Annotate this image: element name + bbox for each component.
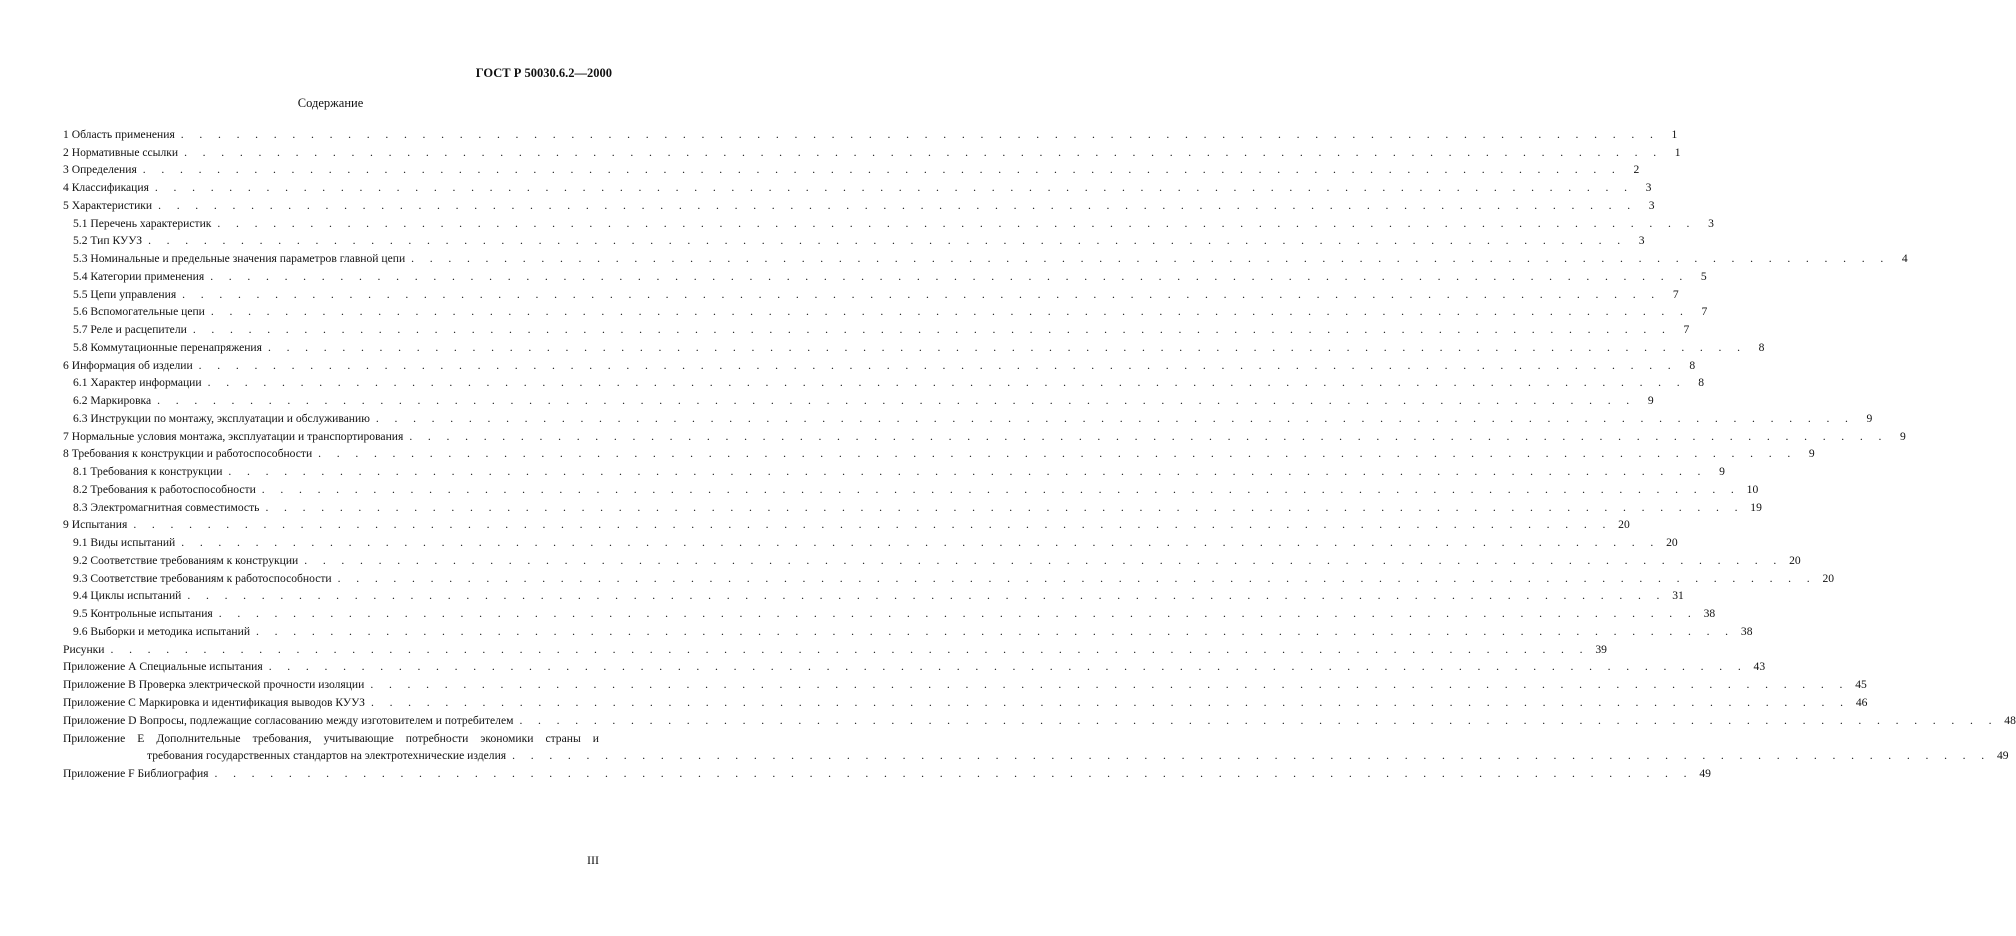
toc-entry [63,568,1835,586]
toc-entry [63,426,1906,444]
dot-leader: . . . . . . . . . . . . . . . . . . . . . . . . . . . . . . . . . . . . . . . . . . . . . . . . . . . . . . . . . . . . . . . . . . . . . . . . . . . . . . . . [210,269,1689,283]
toc-entry [63,337,1765,355]
toc-entry-label: Приложение В Проверка электрической прочности изоляции [63,678,365,691]
toc-entry-page: 20 [1789,553,1801,567]
toc-entry [63,621,1753,639]
toc-entry-page: 46 [1855,695,1868,709]
toc-entry-label: 4 Классификация [63,181,149,194]
toc-entry [63,213,1714,231]
toc-entry [63,550,1801,568]
toc-entry-page: 10 [1746,482,1759,496]
standard-code: ГОСТ Р 50030.6.2—2000 [475,66,612,80]
dot-leader: . . . . . . . . . . . . . . . . . . . . . . . . . . . . . . . . . . . . . . . . . . . . . . . . . . . . . . . . . . . . . . . . . . . . . . . . . . . . . . . . [411,252,1890,265]
toc-entry [63,390,1654,408]
toc-entry-label: 5.7 Реле и расцепители [73,323,187,336]
toc-entry-page: 39 [1595,642,1607,656]
toc-entry-label: 5.2 Тип КУУЗ [73,234,143,248]
toc-entry [63,231,1645,249]
dot-leader: . . . . . . . . . . . . . . . . . . . . . . . . . . . . . . . . . . . . . . . . . . . . . . . . . . . . . . . . . . . . . . . . . . . . . . . . . . . . . . . . [181,536,1660,549]
toc-entry-page: 9 [1866,411,1873,425]
dot-leader: . . . . . . . . . . . . . . . . . . . . . . . . . . . . . . . . . . . . . . . . . . . . . . . . . . . . . . . . . . . . . . . . . . . . . . . . . . . . . . . . [158,198,1637,212]
toc-entry-label: Приложение С Маркировка и идентификация выводов КУУЗ [63,695,365,709]
dot-leader: . . . . . . . . . . . . . . . . . . . . . . . . . . . . . . . . . . . . . . . . . . . . . . . . . . . . . . . . . . . . . . . . . . . . . . . . . . . . . . . . [337,571,1817,585]
dot-leader: . . . . . . . . . . . . . . . . . . . . . . . . . . . . . . . . . . . . . . . . . . . . . . . . . . . . . . . . . . . . . . . . . . . . . . . . . . . . . . . . [256,624,1735,638]
toc-title: Содержание [297,96,364,110]
toc-entry-page: 20 [1822,571,1835,585]
toc-entry-label: 5.6 Вспомогательные цепи [73,305,205,319]
dot-leader: . . . . . . . . . . . . . . . . . . . . . . . . . . . . . . . . . . . . . . . . . . . . . . . . . . . . . . . . . . . . . . . . . . . . . . . . . . . . . . . . [370,695,1850,709]
dot-leader: . . . . . . . . . . . . . . . . . . . . . . . . . . . . . . . . . . . . . . . . . . . . . . . . . . . . . . . . . . . . . . . . . . . . . . . . . . . . . . . . [154,181,1634,194]
toc-entry-label: требования государственных стандартов на электротехнические изделия [147,749,507,762]
toc-entry-label: 9.6 Выборки и методика испытаний [73,624,251,638]
dot-leader: . . . . . . . . . . . . . . . . . . . . . . . . . . . . . . . . . . . . . . . . . . . . . . . . . . . . . . . . . . . . . . . . . . . . . . . . . . . . . . . . [187,589,1666,603]
toc-entry-page: 7 [1683,323,1690,336]
toc-entry [63,461,1725,479]
toc-entry-page: 9 [1899,429,1906,443]
toc-entry-page: 19 [1750,500,1762,514]
dot-leader: . . . . . . . . . . . . . . . . . . . . . . . . . . . . . . . . . . . . . . . . . . . . . . . . . . . . . . . . . . . . . . . . . . . . . . . . . . . . . . . . [218,607,1698,620]
toc-entry [63,515,1630,533]
toc-entry-label: 5 Характеристики [63,198,153,212]
dot-leader: . . . . . . . . . . . . . . . . . . . . . . . . . . . . . . . . . . . . . . . . . . . . . . . . . . . . . . . . . . . . . . . . . . . . . . . . . . . . . . . . [148,234,1627,248]
dot-leader: . . . . . . . . . . . . . . . . . . . . . . . . . . . . . . . . . . . . . . . . . . . . . . . . . . . . . . . . . . . . . . . . . . . . . . . . . . . . . . . . [304,553,1783,567]
toc-entry-label: Приложение Е Дополнительные требования, учитывающие потребности экономики страны и [63,732,599,746]
toc-entry-label: 5.3 Номинальные и предельные значения параметров главной цепи [73,252,406,265]
toc-entry-label: 8 Требования к конструкции и работоспособности [63,447,313,461]
toc-entry [63,177,1652,195]
toc-entry-page: 9 [1808,447,1815,461]
toc-entry [63,248,1908,266]
toc-entry-label: 3 Определения [63,163,137,177]
toc-entry-label: 5.4 Категории применения [73,269,205,283]
toc-entry [63,710,2016,728]
page-number: III [587,853,599,867]
toc-entry-label: 6.2 Маркировка [73,394,152,407]
toc-entry-page: 7 [1672,287,1679,301]
toc-entry [63,355,1696,373]
toc-entry [63,319,1690,337]
toc-entry-page: 43 [1753,660,1766,674]
toc-entry-page: 48 [2004,713,2016,727]
dot-leader: . . . . . . . . . . . . . . . . . . . . . . . . . . . . . . . . . . . . . . . . . . . . . . . . . . . . . . . . . . . . . . . . . . . . . . . . . . . . . . . . [268,660,1748,674]
toc-entry-label: 2 Нормативные ссылки [63,145,179,159]
toc-entry [63,603,1716,621]
toc-entry-page: 3 [1645,181,1652,194]
toc-entry-label: 9.1 Виды испытаний [73,536,176,549]
dot-leader: . . . . . . . . . . . . . . . . . . . . . . . . . . . . . . . . . . . . . . . . . . . . . . . . . . . . . . . . . . . . . . . . . . . . . . . . . . . . . . . . [228,465,1707,478]
toc-entry-label: 7 Нормальные условия монтажа, эксплуатации и транспортирования [63,429,404,443]
toc-entry-page: 49 [1996,749,2009,762]
dot-leader: . . . . . . . . . . . . . . . . . . . . . . . . . . . . . . . . . . . . . . . . . . . . . . . . . . . . . . . . . . . . . . . . . . . . . . . . . . . . . . . . [217,216,1696,230]
toc-entry-page: 45 [1855,678,1867,691]
dot-leader: . . . . . . . . . . . . . . . . . . . . . . . . . . . . . . . . . . . . . . . . . . . . . . . . . . . . . . . . . . . . . . . . . . . . . . . . . . . . . . . . [182,287,1661,301]
dot-leader: . . . . . . . . . . . . . . . . . . . . . . . . . . . . . . . . . . . . . . . . . . . . . . . . . . . . . . . . . . . . . . . . . . . . . . . . . . . . . . . . [267,340,1747,354]
toc-entry-page: 8 [1698,376,1705,390]
dot-leader: . . . . . . . . . . . . . . . . . . . . . . . . . . . . . . . . . . . . . . . . . . . . . . . . . . . . . . . . . . . . . . . . . . . . . . . . . . . . . . . . [261,482,1741,496]
toc-entry [63,657,1766,675]
toc-entry-page: 9 [1647,394,1654,407]
toc-entry-page: 38 [1740,624,1753,638]
toc-entry-label: 9.3 Соответствие требованиям к работоспособности [73,571,332,585]
toc-entry [63,160,1640,178]
dot-leader: . . . . . . . . . . . . . . . . . . . . . . . . . . . . . . . . . . . . . . . . . . . . . . . . . . . . . . . . . . . . . . . . . . . . . . . . . . . . . . . . [110,642,1589,656]
dot-leader: . . . . . . . . . . . . . . . . . . . . . . . . . . . . . . . . . . . . . . . . . . . . . . . . . . . . . . . . . . . . . . . . . . . . . . . . . . . . . . . . [409,429,1888,443]
toc-entry-label: Приложение А Специальные испытания [63,660,263,674]
dot-leader: . . . . . . . . . . . . . . . . . . . . . . . . . . . . . . . . . . . . . . . . . . . . . . . . . . . . . . . . . . . . . . . . . . . . . . . . . . . . . . . . [375,411,1855,425]
toc-entry [63,284,1679,302]
toc-entry-label: 6.1 Характер информации [73,376,202,390]
toc-entry-label: 9.2 Соответствие требованиям к конструкции [73,553,299,567]
toc-entry-label: Рисунки [63,642,105,656]
toc-entry-page: 4 [1901,252,1908,265]
toc-entry [63,444,1815,462]
toc-entry [63,674,1867,692]
toc-entry-page: 1 [1674,145,1681,159]
toc-entry-label: 6.3 Инструкции по монтажу, эксплуатации и обслуживанию [73,411,370,425]
toc-entry-page: 8 [1689,358,1696,372]
toc-entry [63,373,1705,391]
toc-entry [63,639,1607,657]
toc-entry-page: 49 [1699,766,1711,780]
dot-leader: . . . . . . . . . . . . . . . . . . . . . . . . . . . . . . . . . . . . . . . . . . . . . . . . . . . . . . . . . . . . . . . . . . . . . . . . . . . . . . . . [512,749,1991,762]
toc-entry-label: 8.1 Требования к конструкции [73,465,223,478]
dot-leader: . . . . . . . . . . . . . . . . . . . . . . . . . . . . . . . . . . . . . . . . . . . . . . . . . . . . . . . . . . . . . . . . . . . . . . . . . . . . . . . . [370,678,1849,691]
toc-entry-label: 9.4 Циклы испытаний [73,589,182,603]
toc-entry [63,763,1711,781]
toc-entry [63,124,1678,142]
dot-leader: . . . . . . . . . . . . . . . . . . . . . . . . . . . . . . . . . . . . . . . . . . . . . . . . . . . . . . . . . . . . . . . . . . . . . . . . . . . . . . . . [142,163,1622,177]
toc-entry [63,142,1681,160]
toc-entry-label: 9 Испытания [63,518,128,532]
toc-entry-page: 20 [1666,536,1678,549]
dot-leader: . . . . . . . . . . . . . . . . . . . . . . . . . . . . . . . . . . . . . . . . . . . . . . . . . . . . . . . . . . . . . . . . . . . . . . . . . . . . . . . . [133,518,1612,532]
dot-leader: . . . . . . . . . . . . . . . . . . . . . . . . . . . . . . . . . . . . . . . . . . . . . . . . . . . . . . . . . . . . . . . . . . . . . . . . . . . . . . . . [198,358,1678,372]
toc-entry-page: 7 [1701,305,1708,319]
toc-entry [63,479,1759,497]
toc-entry [63,728,599,746]
toc-entry-label: 5.5 Цепи управления [73,287,177,301]
dot-leader: . . . . . . . . . . . . . . . . . . . . . . . . . . . . . . . . . . . . . . . . . . . . . . . . . . . . . . . . . . . . . . . . . . . . . . . . . . . . . . . . [318,447,1797,461]
toc-entry-label: 8.2 Требования к работоспособности [73,482,256,496]
toc-entry-page: 8 [1758,340,1765,354]
toc-entry-page: 3 [1708,216,1714,230]
table-of-contents [63,124,2016,781]
toc-entry [63,497,1762,515]
dot-leader: . . . . . . . . . . . . . . . . . . . . . . . . . . . . . . . . . . . . . . . . . . . . . . . . . . . . . . . . . . . . . . . . . . . . . . . . . . . . . . . . [184,145,1663,159]
dot-leader: . . . . . . . . . . . . . . . . . . . . . . . . . . . . . . . . . . . . . . . . . . . . . . . . . . . . . . . . . . . . . . . . . . . . . . . . . . . . . . . . [214,766,1693,780]
dot-leader: . . . . . . . . . . . . . . . . . . . . . . . . . . . . . . . . . . . . . . . . . . . . . . . . . . . . . . . . . . . . . . . . . . . . . . . . . . . . . . . . [192,323,1672,336]
toc-entry [63,408,1873,426]
dot-leader: . . . . . . . . . . . . . . . . . . . . . . . . . . . . . . . . . . . . . . . . . . . . . . . . . . . . . . . . . . . . . . . . . . . . . . . . . . . . . . . . [180,127,1660,141]
toc-entry [63,302,1708,320]
toc-entry-label: 5.1 Перечень характеристик [73,216,212,230]
dot-leader: . . . . . . . . . . . . . . . . . . . . . . . . . . . . . . . . . . . . . . . . . . . . . . . . . . . . . . . . . . . . . . . . . . . . . . . . . . . . . . . . [157,394,1636,407]
toc-entry-label: 1 Область применения [63,127,175,141]
toc-entry-label: 6 Информация об изделии [63,358,193,372]
toc-entry-label: 9.5 Контрольные испытания [73,607,213,620]
toc-entry-page: 3 [1648,198,1655,212]
toc-entry-page: 20 [1618,518,1630,532]
toc-entry-page: 9 [1719,465,1725,478]
toc-entry-label: 5.8 Коммутационные перенапряжения [73,340,262,354]
toc-entry-page: 31 [1672,589,1684,603]
toc-entry [63,586,1684,604]
dot-leader: . . . . . . . . . . . . . . . . . . . . . . . . . . . . . . . . . . . . . . . . . . . . . . . . . . . . . . . . . . . . . . . . . . . . . . . . . . . . . . . . [519,713,1998,727]
toc-entry-label: Приложение D Вопросы, подлежащие согласованию между изготовителем и потребителем [63,713,514,727]
dot-leader: . . . . . . . . . . . . . . . . . . . . . . . . . . . . . . . . . . . . . . . . . . . . . . . . . . . . . . . . . . . . . . . . . . . . . . . . . . . . . . . . [207,376,1687,390]
toc-entry-label: Приложение F Библиография [63,766,209,780]
toc-entry-page: 2 [1633,163,1640,177]
toc-entry [63,745,2009,763]
toc-entry [63,532,1678,550]
toc-entry-page: 38 [1703,607,1716,620]
toc-entry [63,195,1655,213]
toc-entry-label: 8.3 Электромагнитная совместимость [73,500,260,514]
toc-entry-page: 3 [1638,234,1645,248]
dot-leader: . . . . . . . . . . . . . . . . . . . . . . . . . . . . . . . . . . . . . . . . . . . . . . . . . . . . . . . . . . . . . . . . . . . . . . . . . . . . . . . . [265,500,1744,514]
toc-entry-page: 5 [1700,269,1707,283]
dot-leader: . . . . . . . . . . . . . . . . . . . . . . . . . . . . . . . . . . . . . . . . . . . . . . . . . . . . . . . . . . . . . . . . . . . . . . . . . . . . . . . . [210,305,1690,319]
toc-entry [63,692,1868,710]
toc-entry [63,266,1707,284]
toc-entry-page: 1 [1671,127,1678,141]
